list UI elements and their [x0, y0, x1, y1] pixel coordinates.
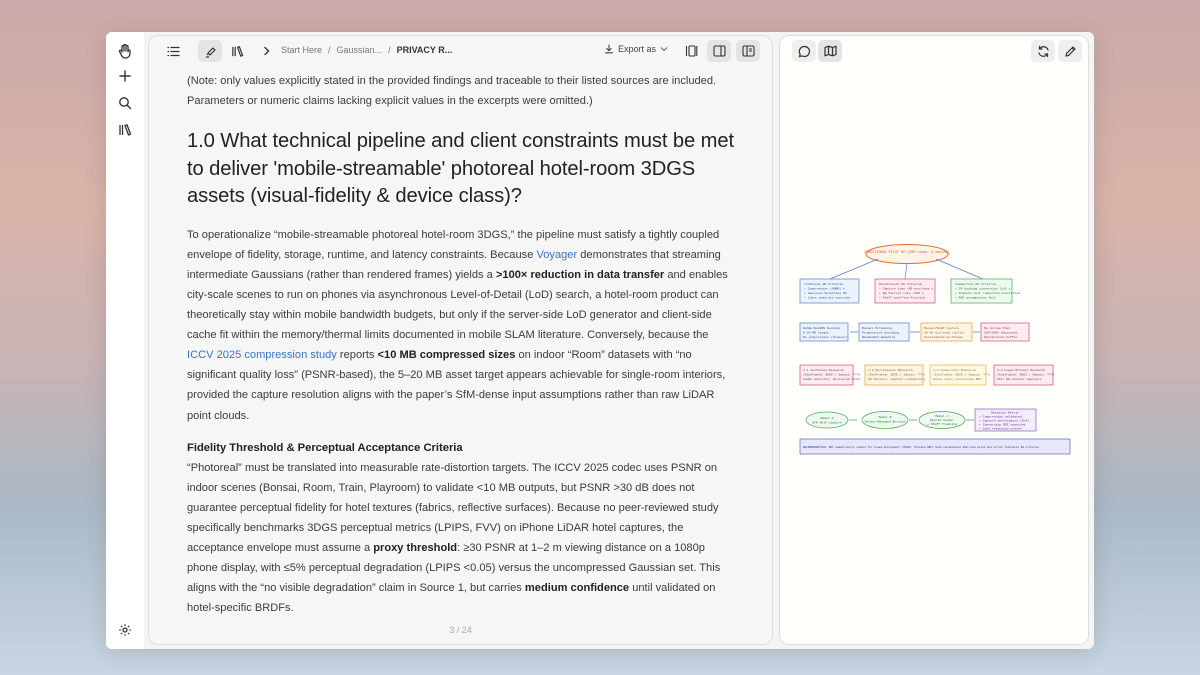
node-text: • Codec maturity unproven — [804, 295, 851, 300]
node-text: 4.1 Technical Research — [803, 368, 844, 372]
breadcrumb-separator: / — [388, 45, 391, 55]
bold-text: <10 MB compressed sizes — [377, 349, 516, 362]
node-text: Vendor-Managed Service — [864, 419, 906, 424]
commercial-go-node[interactable] — [951, 279, 1020, 303]
node-text: Model A — [820, 416, 834, 420]
node-text: WebGL/WebGPU Desktop — [803, 326, 841, 330]
node-text: Operational buffer — [984, 335, 1018, 339]
text-run: “Photoreal” must be translated into measurable rate-distortion targets. The ICCV 2025 codec uses PSNR on indoor scenes (Bonsai, Room, Train, Playroom) to validate <10 MB outputs, but PSNR >30 dB does not guarantee perceptual fidelity for hotel textures (fabrics, reflective surfaces). Because no peer-reviewed study specifically benchmarks 3DGS perceptual metrics (LPIPS, FVV) on iPhone LiDAR hotel captures, the acceptance envelope must assume a — [187, 461, 719, 554]
node-text: • ROI assumptions fail — [955, 295, 996, 300]
node-text: 5-20 MB target — [803, 330, 829, 335]
operational-go-node[interactable] — [875, 279, 935, 303]
bold-text: >100× reduction in data transfer — [495, 268, 665, 281]
node-text: • Capture performance (SLA) — [979, 418, 1030, 423]
app-window — [106, 32, 1094, 649]
iccv-study-link[interactable]: ICCV 2025 compression study — [187, 349, 337, 362]
root-node-label: CONDITIONAL PILOT GO (200 rooms, 6 months) — [864, 251, 950, 255]
node-text: 4.2 Operational Research — [868, 368, 913, 372]
node-text: • Compression validated — [979, 414, 1022, 419]
search-icon[interactable] — [114, 92, 136, 114]
recommendation-banner[interactable] — [800, 439, 1070, 454]
document-content — [187, 71, 737, 618]
node-text: Hybrid Vendor — [929, 418, 955, 422]
voyager-link[interactable]: Voyager — [536, 248, 578, 261]
text-run: To operationalize “mobile-streamable photoreal hotel-room 3DGS,” the pipeline must satisfy a tightly coupled envelope of fidelity, storage, runtime, and latency constraints. Because — [187, 228, 720, 261]
node-text: Manual/NeRF Capture — [924, 326, 960, 330]
document-pane — [148, 35, 773, 645]
node-text: (Keyframed: 3DGS | Impact: ???) — [803, 372, 861, 377]
breadcrumb-start-here[interactable]: Start Here — [281, 45, 323, 55]
columns-view-icon[interactable] — [679, 40, 703, 62]
node-text: 4.4 Legal/Privacy Research — [997, 368, 1046, 372]
model-a-node[interactable] — [806, 412, 848, 428]
hand-logo-icon[interactable] — [114, 40, 136, 62]
page-indicator: 3 / 24 — [449, 625, 472, 635]
download-icon — [604, 44, 614, 54]
model-b-node[interactable] — [862, 412, 908, 429]
body-paragraph — [187, 225, 737, 426]
chat-bubble-icon[interactable] — [792, 40, 816, 62]
legal-research-node[interactable] — [994, 365, 1055, 385]
breadcrumb-current[interactable]: PRIVACY R... — [396, 45, 453, 55]
node-text: • Cost reduction proven — [979, 426, 1022, 431]
technical-research-node[interactable] — [800, 365, 861, 385]
node-text: SfM Self-Capture — [812, 420, 842, 425]
node-text: • QA failure rate <10% ✕ — [879, 291, 924, 295]
left-rail — [106, 32, 144, 649]
technical-go-node[interactable] — [800, 279, 859, 303]
node-text: PII; EU consent exposure — [997, 377, 1042, 381]
document-toolbar — [149, 36, 772, 66]
webgl-desktop-node[interactable] — [800, 323, 848, 341]
node-text: Hotel cost; conversion ROI — [933, 377, 982, 381]
node-text: No compression (browser) — [803, 335, 848, 339]
node-text: • Compression (ADMM) ✕ — [804, 286, 845, 291]
library-icon[interactable] — [225, 40, 249, 62]
node-text: + Staff Training — [927, 422, 957, 426]
note-paragraph: (Note: only values explicitly stated in the provided findings and traceable to their listed sources are included. Parameters or numeric claims lacking explicit values in the excerpts were omitted.) — [187, 75, 717, 108]
highlighter-icon[interactable] — [198, 40, 222, 62]
plus-icon[interactable] — [114, 65, 136, 87]
node-text: Unvalidated workflows — [924, 335, 963, 339]
settings-icon[interactable] — [114, 619, 136, 641]
node-text: • Organic cost reduction unverified — [955, 291, 1020, 295]
node-text: 30-60 min/room (split) — [924, 330, 965, 335]
node-text: Commercial GO Criteria — [955, 282, 996, 286]
strategy-diagram — [798, 241, 1074, 466]
text-run: : ≥30 PSNR at 1–2 m viewing distance on a 1080p phone display, with ≤5% perceptual degradation (LPIPS <0.05) versus the uncompressed Gaussian set. This aligns with the “no visible degradation” claim in Source 1, but carries — [187, 542, 721, 595]
node-text: • Gaussian Splatting OK — [804, 291, 847, 295]
node-text: (Keyframed: 3DGS | Impact: ???) — [933, 372, 991, 377]
node-text: (Keyframed: 3DGS | Impact: ???) — [868, 372, 926, 377]
node-text: Model B — [878, 415, 892, 419]
map-icon[interactable] — [818, 40, 842, 62]
bold-text: medium confidence — [524, 582, 630, 595]
text-run: reports — [336, 349, 378, 362]
node-text: • Conversion ROI expected — [979, 422, 1026, 427]
commercial-research-node[interactable] — [930, 365, 991, 385]
node-text: Progressive decoding — [862, 330, 900, 335]
node-text: (Keyframed: 3DGS | Impact: ???) — [997, 372, 1055, 377]
node-text: No Follow Plan — [984, 326, 1010, 330]
breadcrumb — [281, 45, 452, 55]
toggle-left-panel-icon[interactable] — [707, 40, 731, 62]
body-paragraph — [187, 458, 737, 619]
breadcrumb-gaussian[interactable]: Gaussian... — [336, 45, 383, 55]
node-text: Operational GO Criteria — [879, 282, 922, 286]
node-text: Manual Streaming — [862, 326, 892, 330]
node-text: QA failure; capture reliability — [868, 377, 926, 381]
node-text: Decision Matrix — [991, 410, 1019, 415]
subsection-heading: Fidelity Threshold & Perceptual Acceptance Criteria — [187, 441, 463, 454]
side-panel — [779, 35, 1089, 645]
outline-list-icon[interactable] — [161, 40, 185, 62]
node-text: Model C — [935, 414, 949, 418]
chevron-down-icon — [660, 46, 668, 52]
bold-text: proxy threshold — [373, 542, 458, 554]
breadcrumb-separator: / — [328, 45, 331, 55]
node-text: Bandwidth-adaptive — [862, 335, 896, 339]
follow-plan-node[interactable] — [981, 323, 1029, 341]
node-text: • 2% booking conversion lift ✕ — [955, 286, 1011, 291]
chevron-right-icon[interactable] — [254, 40, 278, 62]
text-run: until validated on hotel-specific BRDFs. — [187, 582, 716, 615]
text-run: and enables city-scale scenes to run on phones via asynchronous Level-of-Detail (LoD) search, a hotel-room product can theoretically stay within mobile bandwidth budgets, but only if the server-side LoD generator and client-side cache fit within the memory/thermal limits documented in mobile SLAM literature. Conversely, because the — [187, 268, 728, 342]
node-text: 4.3 Commercial Research — [933, 368, 976, 372]
manual-streaming-node[interactable] — [859, 323, 909, 341]
node-text: Codec maturity; delivered tests — [803, 377, 861, 381]
manual-capture-node[interactable] — [921, 323, 972, 341]
toggle-right-panel-icon[interactable] — [736, 40, 760, 62]
refresh-icon[interactable] — [1031, 40, 1055, 62]
text-run: on indoor “Room” datasets with “no significant quality loss” (PSNR-based), the 5–20 MB asset target appears achievable for single-room interiors, provided the capture resolution aligns with the paper’s SfM-dense input assumptions rather than raw LiDAR point clouds. — [187, 349, 726, 422]
node-text: 200-500k Gaussians — [984, 330, 1018, 335]
node-text: • Capture time <60 min/room ✕ — [879, 286, 933, 291]
export-label: Export as — [618, 44, 657, 54]
recommendation-text: RECOMMENDATION: NOT commercially viable for broad deployment (YEAR). Proceed ONLY with conditional 200-room pilot and strict technical GO criteria. — [803, 446, 1041, 449]
section-heading: 1.0 What technical pipeline and client constraints must be met to deliver 'mobile-streamable' photoreal hotel-room 3DGS assets (visual-fidelity & device class)? — [187, 130, 735, 208]
node-text: Technical GO Criteria — [804, 282, 843, 286]
export-button[interactable] — [604, 44, 668, 54]
model-c-node[interactable] — [919, 412, 965, 429]
decision-matrix-node[interactable] — [975, 409, 1036, 431]
pencil-icon[interactable] — [1058, 40, 1082, 62]
node-text: • Staff workflow friction — [879, 295, 926, 300]
text-run: demonstrates that streaming intermediate Gaussians (rather than rendered frames) yields a — [187, 248, 721, 281]
library-icon[interactable] — [114, 119, 136, 141]
operational-research-node[interactable] — [865, 365, 926, 385]
